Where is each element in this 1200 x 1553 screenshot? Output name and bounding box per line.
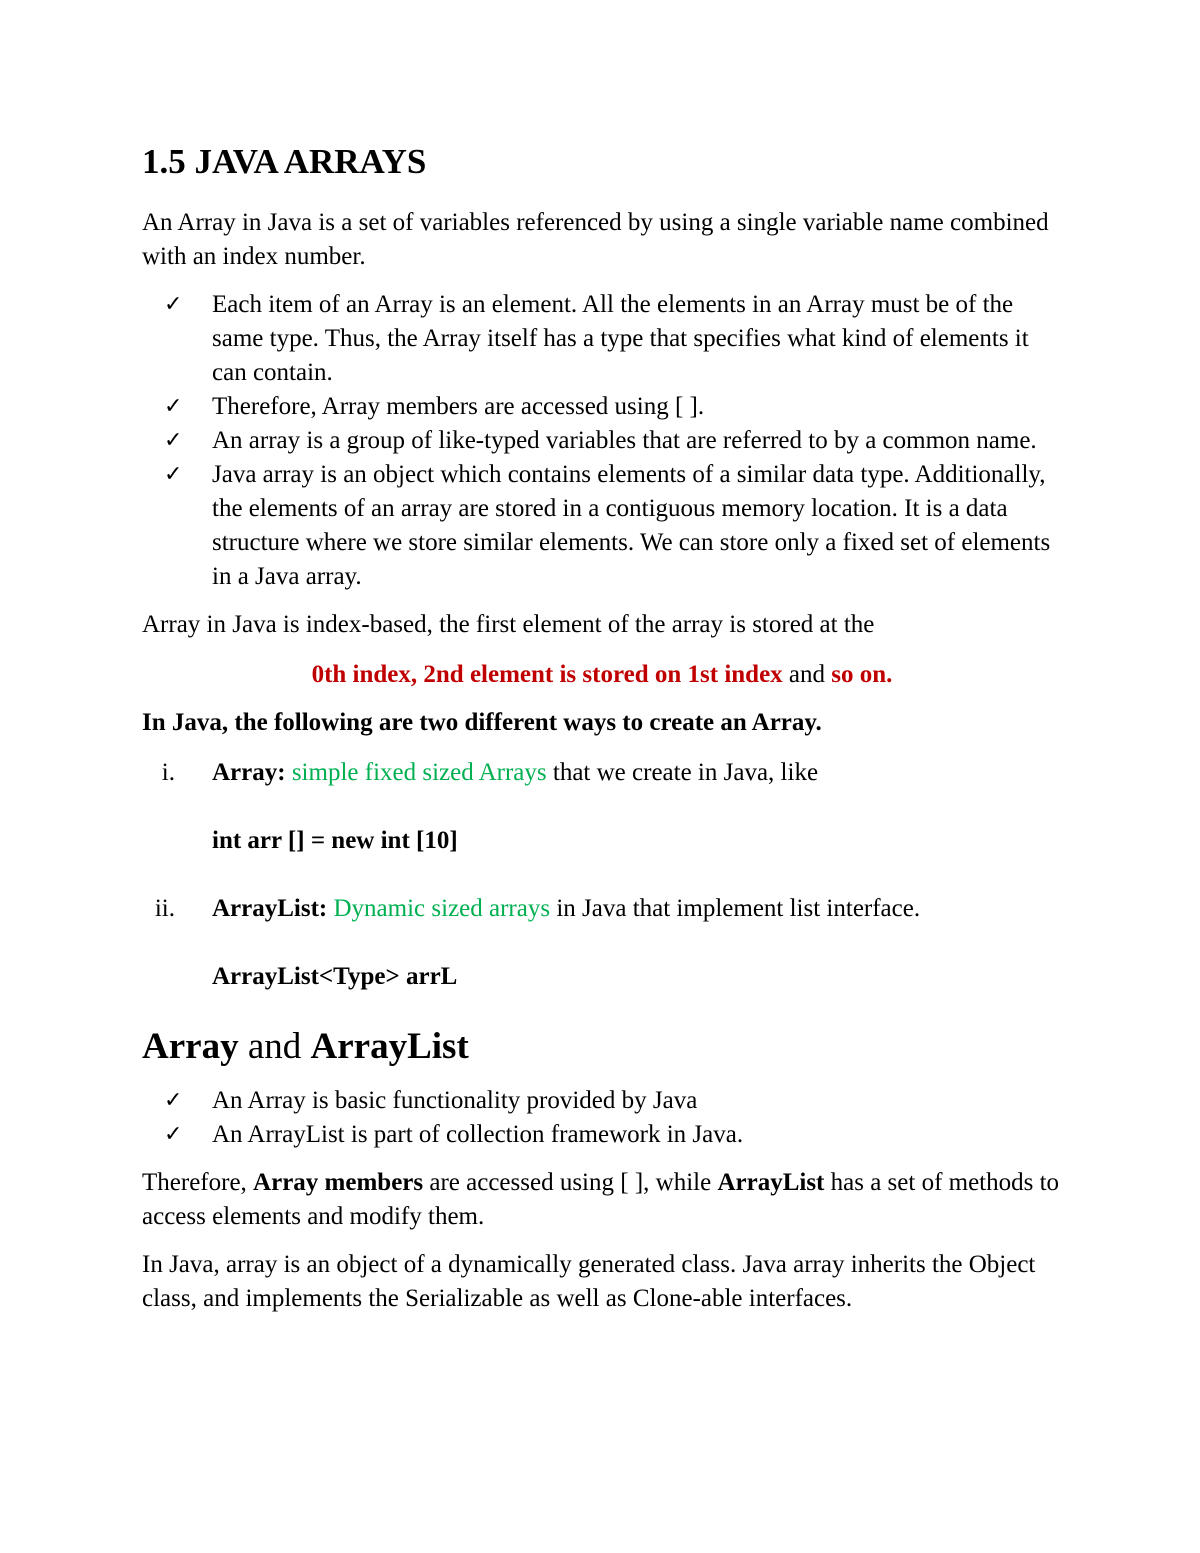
list-item-text: An array is a group of like-typed variables that are referred to by a common name. (212, 427, 1037, 454)
list-item-text: Java array is an object which contains elements of a similar data type. Additionally, the elements of an array are stored in a contiguous memory location. It is a data structure where we store similar elements. We can store only a fixed set of elements in a Java array. (212, 461, 1051, 590)
list-item-text: An Array is basic functionality provided by Java (212, 1087, 698, 1114)
subsection-title (142, 1024, 1062, 1070)
subsection-title-arraylist: ArrayList (310, 1026, 469, 1067)
index-highlight-so-on: so on. (831, 661, 893, 688)
way-rest-text: that we create in Java, like (546, 759, 819, 786)
array-facts-list (142, 288, 1062, 594)
subsection-title-array: Array (142, 1026, 239, 1067)
bold-run: ArrayList (717, 1169, 825, 1196)
text-run: Therefore, (142, 1169, 254, 1196)
bold-run: Array members (253, 1169, 424, 1196)
list-item (164, 1084, 1062, 1118)
index-highlight-red: 0th index, 2nd element is stored on 1st index (311, 661, 783, 688)
way-rest-text: in Java that implement list interface. (550, 895, 921, 922)
list-item (164, 424, 1062, 458)
document-page (142, 140, 1062, 1330)
object-paragraph: In Java, array is an object of a dynamically generated class. Java array inherits the Object class, and implements the Serializable as well as Clone-able interfaces. (142, 1251, 1036, 1312)
list-item (164, 288, 1062, 390)
text-run: are accessed using [ ], while (423, 1169, 718, 1196)
intro-paragraph: An Array in Java is a set of variables referenced by using a single variable name combined with an index number. (142, 209, 1049, 270)
list-item (164, 458, 1062, 594)
list-item-text: An ArrayList is part of collection framework in Java. (212, 1121, 744, 1148)
subsection-title-and: and (238, 1026, 311, 1067)
check-icon: ✓ (164, 428, 183, 453)
way-term: Array: (212, 759, 286, 786)
check-icon: ✓ (164, 1122, 183, 1147)
section-title: 1.5 JAVA ARRAYS (142, 142, 427, 181)
index-highlight-and: and (782, 661, 832, 688)
access-paragraph (142, 1166, 1062, 1234)
check-icon: ✓ (164, 1088, 183, 1113)
ways-heading: In Java, the following are two different ways to create an Array. (142, 709, 822, 736)
way-green-text: simple fixed sized Arrays (291, 759, 547, 786)
check-icon: ✓ (164, 292, 183, 317)
code-line-arraylist: ArrayList<Type> arrL (212, 963, 458, 990)
list-item (164, 390, 1062, 424)
list-item (164, 1118, 1062, 1152)
way-term: ArrayList: (212, 895, 328, 922)
list-item-text: Therefore, Array members are accessed using [ ]. (212, 393, 705, 420)
way-green-text: Dynamic sized arrays (333, 895, 551, 922)
list-item-text: Each item of an Array is an element. All the elements in an Array must be of the same type. Thus, the Array itself has a type that specifies what kind of elements it can contain. (212, 291, 1029, 386)
check-icon: ✓ (164, 462, 183, 487)
way-item-array (142, 756, 1062, 790)
way-item-arraylist (142, 892, 1062, 926)
roman-numeral: ii. (154, 895, 175, 922)
comparison-list (142, 1084, 1062, 1152)
text-run: has a set of methods to access elements and modify them. (142, 1169, 1060, 1230)
index-sentence: Array in Java is index-based, the first element of the array is stored at the (142, 611, 875, 638)
index-highlight-line (142, 658, 1062, 692)
code-line-array: int arr [] = new int [10] (212, 827, 458, 854)
roman-numeral: i. (161, 759, 175, 786)
check-icon: ✓ (164, 394, 183, 419)
